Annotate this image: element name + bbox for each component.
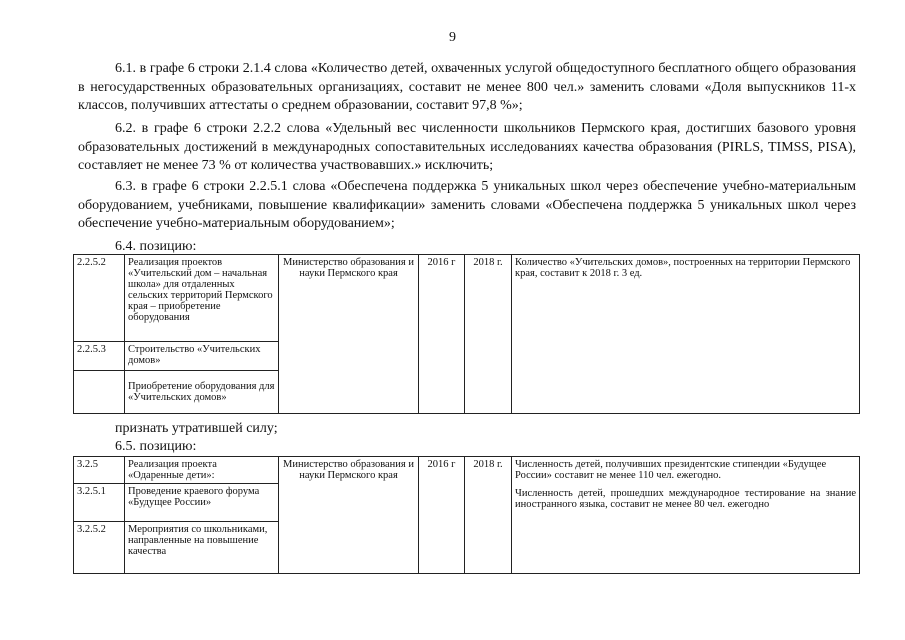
page-number: 9	[449, 30, 456, 45]
row-number-cell	[74, 371, 125, 414]
table-row	[74, 457, 860, 484]
row-name-cell: Реализация проектов «Учительский дом – начальная школа» для отдаленных сельских территорий Пермского края – приобретение оборудования	[125, 255, 279, 342]
result-cell	[512, 457, 860, 574]
paragraph-6-1: 6.1. в графе 6 строки 2.1.4 слова «Количество детей, охваченных услугой общедоступного бесплатного общего образования в негосударственных образовательных организациях, составит не менее 800 чел.» заменить словами «Доля выпускников 11-х классов, получивших аттестаты о среднем образовании, составит 97,8 %»;	[78, 61, 856, 113]
ministry-cell: Министерство образования и науки Пермского края	[279, 255, 419, 414]
table-row	[74, 255, 860, 342]
paragraph-6-3: 6.3. в графе 6 строки 2.2.5.1 слова «Обеспечена поддержка 5 уникальных школ через обеспечение учебно-материальным оборудованием, учебниками, повышение квалификации» заменить словами «Обеспечена поддержка 5 уникальных школ через обеспечение учебно-материальным оборудованием»;	[78, 179, 856, 231]
ministry-cell: Министерство образования и науки Пермского края	[279, 457, 419, 574]
table-position-6-5	[73, 456, 860, 574]
table-position-6-4	[73, 254, 860, 414]
result-cell: Количество «Учительских домов», построенных на территории Пермского края, составит к 2018 г. 3 ед.	[512, 255, 860, 414]
row-number-cell: 3.2.5	[74, 457, 125, 484]
void-statement: признать утратившей силу;	[115, 421, 278, 436]
row-name-cell: Реализация проекта «Одаренные дети»:	[125, 457, 279, 484]
section-label-6-4: 6.4. позицию:	[115, 239, 197, 254]
result-text-2: Численность детей, прошедших международное тестирование на знание иностранного языка, составит не менее 80 чел. ежегодно	[515, 488, 856, 510]
row-number-cell: 3.2.5.2	[74, 522, 125, 574]
row-name-cell: Строительство «Учительских домов»	[125, 342, 279, 371]
row-name-cell: Проведение краевого форума «Будущее России»	[125, 484, 279, 522]
year-end-cell: 2018 г.	[465, 457, 512, 574]
year-start-cell: 2016 г	[419, 457, 465, 574]
year-end-cell: 2018 г.	[465, 255, 512, 414]
row-number-cell: 3.2.5.1	[74, 484, 125, 522]
row-number-cell: 2.2.5.3	[74, 342, 125, 371]
section-label-6-5: 6.5. позицию:	[115, 439, 197, 454]
row-name-cell: Приобретение оборудования для «Учительских домов»	[125, 371, 279, 414]
result-text-1: Численность детей, получивших президентские стипендии «Будущее России» составит не менее 110 чел. ежегодно.	[515, 459, 827, 481]
year-start-cell: 2016 г	[419, 255, 465, 414]
paragraph-6-2: 6.2. в графе 6 строки 2.2.2 слова «Удельный вес численности школьников Пермского края, достигших базового уровня образовательных достижений в международных сопоставительных исследованиях качества образования (PIRLS, TIMSS, PISA), составляет не менее 73 % от количества участвовавших.» исключить;	[78, 121, 856, 173]
row-number-cell: 2.2.5.2	[74, 255, 125, 342]
row-name-cell: Мероприятия со школьниками, направленные на повышение качества	[125, 522, 279, 574]
